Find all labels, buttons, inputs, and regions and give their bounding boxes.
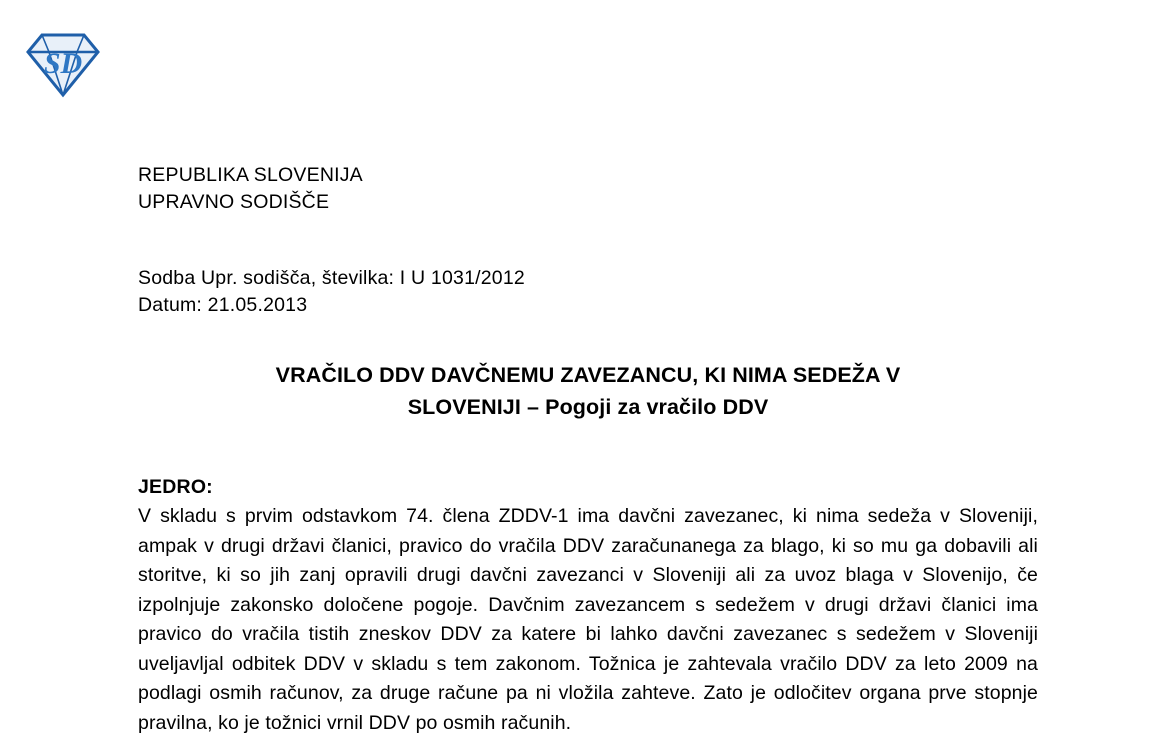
organization-line-1: REPUBLIKA SLOVENIJA bbox=[138, 164, 363, 186]
page-title bbox=[138, 359, 1038, 423]
section-paragraph: V skladu s prvim odstavkom 74. člena ZDDV-1 ima davčni zavezanec, ki nima sedeža v Sloveniji, ampak v drugi državi članici, pravico do vračila DDV zaračunanega za blago, ki so mu ga dobavili ali storitve, ki so jih zanj opravili drugi davčni zavezanci v Sloveniji ali za uvoz blaga v Slovenijo, če izpolnjuje zakonsko določene pogoje. Davčnim zavezancem s sedežem v drugi državi članici ima pravico do vračila tistih zneskov DDV za katere bi lahko davčni zavezanec s sedežem v Sloveniji uveljavljal odbitek DDV v skladu s tem zakonom. Tožnica je zahtevala vračilo DDV za leto 2009 na podlagi osmih računov, za druge račune pa ni vložila zahteve. Zato je odločitev organa prve stopnje pravilna, ko je tožnici vrnil DDV po osmih računih. bbox=[138, 505, 1038, 734]
diamond-sd-emblem-logo bbox=[22, 28, 104, 100]
reference-block bbox=[138, 265, 1038, 319]
svg-text:SD: SD bbox=[43, 47, 83, 80]
document-date: Datum: 21.05.2013 bbox=[138, 294, 308, 316]
section-heading: JEDRO: bbox=[138, 476, 213, 498]
case-number: Sodba Upr. sodišča, številka: I U 1031/2012 bbox=[138, 267, 525, 289]
section-jedro bbox=[138, 473, 1038, 738]
organization-block bbox=[138, 162, 1038, 216]
page-title-line-2: SLOVENIJI – Pogoji za vračilo DDV bbox=[407, 395, 769, 419]
document-text-body bbox=[138, 162, 1038, 738]
page-title-line-1: VRAČILO DDV DAVČNEMU ZAVEZANCU, KI NIMA SEDEŽA V bbox=[275, 363, 901, 387]
organization-line-2: UPRAVNO SODIŠČE bbox=[138, 191, 330, 213]
